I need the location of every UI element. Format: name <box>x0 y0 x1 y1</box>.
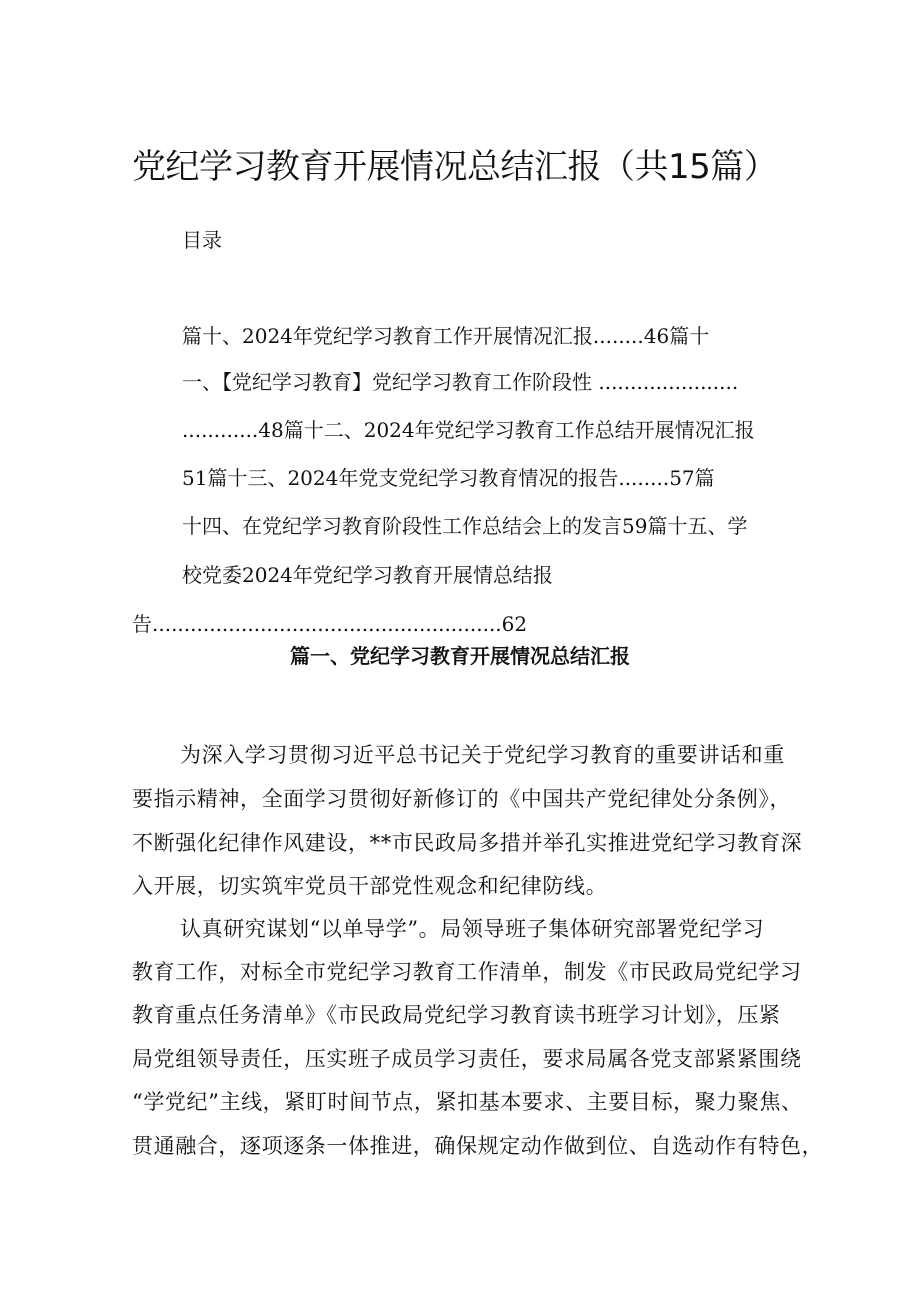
toc-line: 校党委2024年党纪学习教育开展情总结报 <box>182 563 553 587</box>
toc-line: 一、【党纪学习教育】党纪学习教育工作阶段性 ...................... <box>182 370 739 394</box>
toc-heading: 目录 <box>182 228 222 252</box>
body-line: 入开展，切实筑牢党员干部党性观念和纪律防线。 <box>132 874 608 898</box>
body-line: 教育重点任务清单》《市民政局党纪学习教育读书班学习计划》，压紧 <box>132 1003 781 1027</box>
toc-line: ............48篇十二、2024年党纪学习教育工作总结开展情况汇报 <box>182 418 755 442</box>
body-line: 为深入学习贯彻习近平总书记关于党纪学习教育的重要讲话和重 <box>180 743 785 767</box>
toc-line: 51篇十三、2024年党支党纪学习教育情况的报告........57篇 <box>182 466 715 490</box>
body-line: 不断强化纪律作风建设，**市民政局多措并举孔实推进党纪学习教育深 <box>132 831 803 855</box>
body-line: “学党纪”主线，紧盯时间节点，紧扣基本要求、主要目标，聚力聚焦、 <box>132 1090 803 1114</box>
section-title: 篇一、党纪学习教育开展情况总结汇报 <box>290 644 630 668</box>
document-title: 党纪学习教育开展情况总结汇报（共15篇） <box>132 147 778 187</box>
body-line: 教育工作，对标全市党纪学习教育工作清单，制发《市民政局党纪学习 <box>132 960 802 984</box>
body-line: 局党组领导责任，压实班子成员学习责任，要求局属各党支部紧紧围绕 <box>132 1047 802 1071</box>
body-line: 贯通融合，逐项逐条一体推进，确保规定动作做到位、自选动作有特色， <box>132 1134 824 1158</box>
toc-line: 告.......................................................62 <box>132 612 528 636</box>
body-line: 认真研究谋划“以单导学”。局领导班子集体研究部署党纪学习 <box>180 917 765 941</box>
body-line: 要指示精神，全面学习贯彻好新修订的《中国共产党纪律处分条例》， <box>132 787 792 811</box>
toc-line: 篇十、2024年党纪学习教育工作开展情况汇报........46篇十 <box>182 324 710 348</box>
toc-line: 十四、在党纪学习教育阶段性工作总结会上的发言59篇十五、学 <box>182 514 748 538</box>
